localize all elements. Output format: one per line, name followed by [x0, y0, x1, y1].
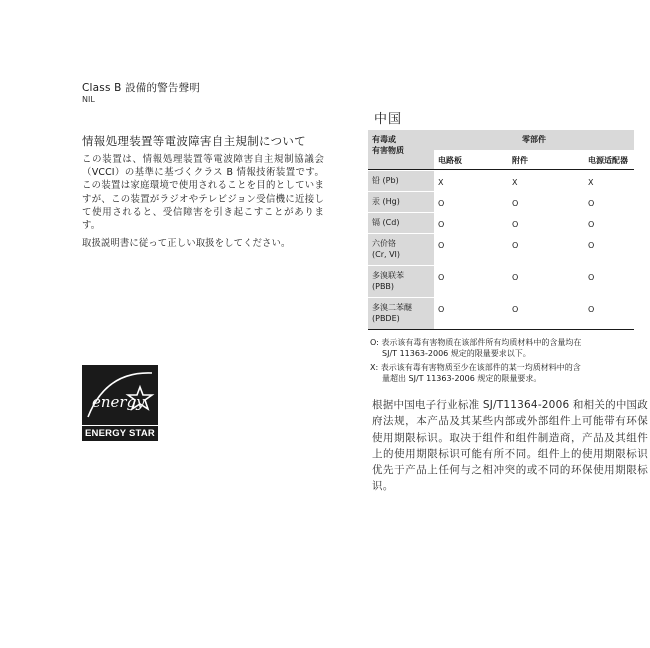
substance-name-line-2: (Cr, VI): [372, 250, 401, 259]
energy-star-icon: [82, 365, 158, 425]
note-x-line-1: X: 表示该有毒有害物质至少在该部件的某一均质材料中的含: [370, 363, 581, 372]
table-cell: O: [508, 298, 584, 330]
substance-name-line-2: (PBDE): [372, 314, 400, 323]
hazardous-substance-table: [368, 130, 634, 330]
note-o-line-2: SJ/T 11363-2006 规定的限量要求以下。: [382, 349, 531, 358]
vcci-note: 取扱説明書に従って正しい取扱をしてください。: [82, 238, 291, 249]
vcci-paragraph: この装置は、情報処理装置等電波障害自主規制協議会（VCCI）の基準に基づくクラス B 情報技術装置です。この装置は家庭環境で使用されることを目的としていますが、この装置がラジオやテレビジョン受信機に近接して使用されると、受信障害を引き起こすことがあります。: [82, 154, 324, 232]
substance-name-line-1: 多溴二苯醚: [372, 303, 412, 312]
note-x-legend: [370, 362, 640, 384]
row-substance-name: 铅 (Pb): [368, 171, 434, 192]
row-substance-name: [368, 266, 434, 298]
table-cell: O: [584, 192, 634, 213]
table-cell: X: [434, 171, 508, 192]
energy-star-logo: [82, 365, 158, 441]
table-cell: O: [508, 192, 584, 213]
parts-group-header: 零部件: [434, 130, 634, 150]
note-x-line-2: 量超出 SJ/T 11363-2006 规定的限量要求。: [382, 374, 542, 383]
class-b-title: Class B 設備的警告聲明: [82, 82, 201, 94]
substance-name-line-1: 多溴联苯: [372, 271, 404, 280]
column-header-circuit-board: 电路板: [434, 150, 508, 170]
row-substance-name: 汞 (Hg): [368, 192, 434, 213]
table-cell: O: [434, 234, 508, 266]
table-row: [368, 192, 634, 213]
table-cell: O: [508, 213, 584, 234]
table-cell: O: [584, 298, 634, 330]
table-row: [368, 234, 634, 266]
column-header-power-adapter: 电源适配器: [584, 150, 634, 170]
table-cell: O: [508, 234, 584, 266]
table-cell: O: [434, 192, 508, 213]
row-substance-name: 镉 (Cd): [368, 213, 434, 234]
corner-line-2: 有害物质: [372, 146, 404, 155]
note-o-legend: [370, 337, 640, 359]
svg-text:energy: energy: [92, 393, 145, 411]
table-corner-header: [368, 130, 434, 170]
table-cell: O: [584, 266, 634, 298]
table-cell: O: [434, 266, 508, 298]
column-header-accessories: 附件: [508, 150, 584, 170]
table-row: [368, 213, 634, 234]
vcci-heading: 情報処理装置等電波障害自主規制について: [82, 134, 306, 148]
table-row: [368, 298, 634, 330]
row-substance-name: [368, 298, 434, 330]
table-cell: O: [434, 213, 508, 234]
energy-star-label: ENERGY STAR: [82, 425, 158, 439]
row-substance-name: [368, 234, 434, 266]
table-cell: O: [434, 298, 508, 330]
class-b-subtitle: NIL: [82, 95, 95, 104]
table-row: [368, 171, 634, 192]
table-cell: X: [584, 171, 634, 192]
corner-line-1: 有毒或: [372, 135, 396, 144]
china-heading: 中国: [374, 112, 403, 127]
table-row: [368, 266, 634, 298]
table-cell: O: [508, 266, 584, 298]
substance-name-line-1: 六价铬: [372, 239, 396, 248]
china-paragraph: 根据中国电子行业标准 SJ/T11364-2006 和相关的中国政府法规，本产品及其某些内部或外部组件上可能带有环保使用期限标识。取决于组件和组件制造商，产品及其组件上的使用期限标识可能有所不同。组件上的使用期限标识优先于产品上任何与之相冲突的或不同的环保使用期限标识。: [372, 399, 648, 493]
table-cell: O: [584, 234, 634, 266]
note-o-line-1: O: 表示该有毒有害物质在该部件所有均质材料中的含量均在: [370, 338, 582, 347]
table-cell: O: [584, 213, 634, 234]
table-cell: X: [508, 171, 584, 192]
substance-name-line-2: (PBB): [372, 282, 395, 291]
